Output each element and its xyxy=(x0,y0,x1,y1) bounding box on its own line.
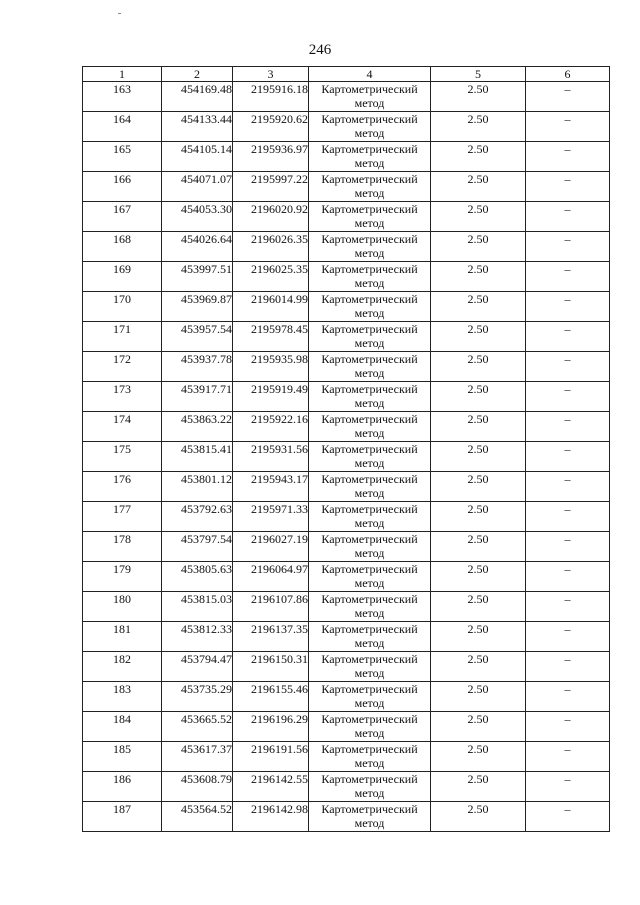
y-coordinate-cell: 2196014.99 xyxy=(233,292,309,322)
y-coordinate-cell: 2195922.16 xyxy=(233,412,309,442)
method-line-2: метод xyxy=(354,786,385,800)
error-cell: 2.50 xyxy=(431,352,526,382)
column-header-2: 2 xyxy=(162,67,233,82)
x-coordinate-cell: 454133.44 xyxy=(162,112,233,142)
y-coordinate-cell: 2196155.46 xyxy=(233,682,309,712)
method-line-1: Картометрический xyxy=(321,292,418,306)
table-row xyxy=(83,112,610,142)
table-row xyxy=(83,352,610,382)
note-cell: – xyxy=(526,802,610,832)
method-line-2: метод xyxy=(354,606,385,620)
point-number-cell: 164 xyxy=(83,112,162,142)
note-cell: – xyxy=(526,262,610,292)
table-row xyxy=(83,652,610,682)
method-line-1: Картометрический xyxy=(321,592,418,606)
note-cell: – xyxy=(526,682,610,712)
column-header-1: 1 xyxy=(83,67,162,82)
method-cell xyxy=(309,652,431,682)
method-line-2: метод xyxy=(354,516,385,530)
error-cell: 2.50 xyxy=(431,682,526,712)
x-coordinate-cell: 454053.30 xyxy=(162,202,233,232)
method-line-1: Картометрический xyxy=(321,352,418,366)
page-number: 246 xyxy=(308,42,332,58)
method-line-2: метод xyxy=(354,426,385,440)
point-number-cell: 178 xyxy=(83,532,162,562)
table-row xyxy=(83,382,610,412)
method-line-1: Картометрический xyxy=(321,172,418,186)
method-line-2: метод xyxy=(354,276,385,290)
table-row xyxy=(83,262,610,292)
error-cell: 2.50 xyxy=(431,622,526,652)
note-cell: – xyxy=(526,202,610,232)
error-cell: 2.50 xyxy=(431,442,526,472)
y-coordinate-cell: 2195935.98 xyxy=(233,352,309,382)
note-cell: – xyxy=(526,82,610,112)
note-cell: – xyxy=(526,562,610,592)
point-number-cell: 184 xyxy=(83,712,162,742)
point-number-cell: 182 xyxy=(83,652,162,682)
error-cell: 2.50 xyxy=(431,292,526,322)
y-coordinate-cell: 2195931.56 xyxy=(233,442,309,472)
note-cell: – xyxy=(526,652,610,682)
point-number-cell: 166 xyxy=(83,172,162,202)
x-coordinate-cell: 453617.37 xyxy=(162,742,233,772)
y-coordinate-cell: 2196064.97 xyxy=(233,562,309,592)
note-cell: – xyxy=(526,412,610,442)
x-coordinate-cell: 453815.41 xyxy=(162,442,233,472)
note-cell: – xyxy=(526,712,610,742)
x-coordinate-cell: 453815.03 xyxy=(162,592,233,622)
note-cell: – xyxy=(526,232,610,262)
point-number-cell: 186 xyxy=(83,772,162,802)
method-line-2: метод xyxy=(354,126,385,140)
y-coordinate-cell: 2195936.97 xyxy=(233,142,309,172)
table-row xyxy=(83,742,610,772)
error-cell: 2.50 xyxy=(431,322,526,352)
note-cell: – xyxy=(526,742,610,772)
error-cell: 2.50 xyxy=(431,172,526,202)
method-line-2: метод xyxy=(354,396,385,410)
method-line-1: Картометрический xyxy=(321,442,418,456)
method-line-1: Картометрический xyxy=(321,322,418,336)
method-cell xyxy=(309,232,431,262)
x-coordinate-cell: 454105.14 xyxy=(162,142,233,172)
point-number-cell: 171 xyxy=(83,322,162,352)
table-row xyxy=(83,802,610,832)
y-coordinate-cell: 2196196.29 xyxy=(233,712,309,742)
method-line-1: Картометрический xyxy=(321,382,418,396)
x-coordinate-cell: 454026.64 xyxy=(162,232,233,262)
error-cell: 2.50 xyxy=(431,472,526,502)
error-cell: 2.50 xyxy=(431,202,526,232)
method-line-2: метод xyxy=(354,486,385,500)
x-coordinate-cell: 453797.54 xyxy=(162,532,233,562)
point-number-cell: 187 xyxy=(83,802,162,832)
point-number-cell: 183 xyxy=(83,682,162,712)
method-line-1: Картометрический xyxy=(321,262,418,276)
method-line-1: Картометрический xyxy=(321,142,418,156)
method-line-2: метод xyxy=(354,666,385,680)
method-line-1: Картометрический xyxy=(321,412,418,426)
error-cell: 2.50 xyxy=(431,562,526,592)
error-cell: 2.50 xyxy=(431,142,526,172)
x-coordinate-cell: 453608.79 xyxy=(162,772,233,802)
column-header-6: 6 xyxy=(526,67,610,82)
coordinates-table xyxy=(82,66,610,832)
y-coordinate-cell: 2196107.86 xyxy=(233,592,309,622)
method-cell xyxy=(309,532,431,562)
y-coordinate-cell: 2195920.62 xyxy=(233,112,309,142)
table-row xyxy=(83,712,610,742)
method-cell xyxy=(309,352,431,382)
x-coordinate-cell: 453792.63 xyxy=(162,502,233,532)
point-number-cell: 174 xyxy=(83,412,162,442)
error-cell: 2.50 xyxy=(431,802,526,832)
x-coordinate-cell: 453997.51 xyxy=(162,262,233,292)
method-line-1: Картометрический xyxy=(321,232,418,246)
point-number-cell: 172 xyxy=(83,352,162,382)
error-cell: 2.50 xyxy=(431,112,526,142)
note-cell: – xyxy=(526,172,610,202)
method-line-2: метод xyxy=(354,726,385,740)
method-line-1: Картометрический xyxy=(321,682,418,696)
note-cell: – xyxy=(526,532,610,562)
method-cell xyxy=(309,562,431,592)
point-number-cell: 170 xyxy=(83,292,162,322)
error-cell: 2.50 xyxy=(431,652,526,682)
method-cell xyxy=(309,292,431,322)
method-cell xyxy=(309,82,431,112)
point-number-cell: 181 xyxy=(83,622,162,652)
table-row xyxy=(83,292,610,322)
method-cell xyxy=(309,412,431,442)
x-coordinate-cell: 453969.87 xyxy=(162,292,233,322)
scan-mark xyxy=(118,13,121,14)
error-cell: 2.50 xyxy=(431,412,526,442)
y-coordinate-cell: 2196020.92 xyxy=(233,202,309,232)
note-cell: – xyxy=(526,382,610,412)
table-row xyxy=(83,412,610,442)
method-cell xyxy=(309,322,431,352)
error-cell: 2.50 xyxy=(431,742,526,772)
point-number-cell: 176 xyxy=(83,472,162,502)
method-line-2: метод xyxy=(354,246,385,260)
method-line-1: Картометрический xyxy=(321,202,418,216)
note-cell: – xyxy=(526,622,610,652)
method-cell xyxy=(309,112,431,142)
table-row xyxy=(83,232,610,262)
method-line-1: Картометрический xyxy=(321,802,418,816)
method-line-1: Картометрический xyxy=(321,532,418,546)
table-row xyxy=(83,82,610,112)
method-line-1: Картометрический xyxy=(321,472,418,486)
method-cell xyxy=(309,622,431,652)
method-line-1: Картометрический xyxy=(321,742,418,756)
table-row xyxy=(83,202,610,232)
error-cell: 2.50 xyxy=(431,382,526,412)
x-coordinate-cell: 453937.78 xyxy=(162,352,233,382)
point-number-cell: 179 xyxy=(83,562,162,592)
y-coordinate-cell: 2196027.19 xyxy=(233,532,309,562)
column-header-4: 4 xyxy=(309,67,431,82)
point-number-cell: 177 xyxy=(83,502,162,532)
note-cell: – xyxy=(526,472,610,502)
x-coordinate-cell: 454071.07 xyxy=(162,172,233,202)
method-line-2: метод xyxy=(354,756,385,770)
point-number-cell: 185 xyxy=(83,742,162,772)
point-number-cell: 169 xyxy=(83,262,162,292)
table-row xyxy=(83,562,610,592)
method-line-1: Картометрический xyxy=(321,82,418,96)
x-coordinate-cell: 453957.54 xyxy=(162,322,233,352)
y-coordinate-cell: 2196137.35 xyxy=(233,622,309,652)
method-cell xyxy=(309,802,431,832)
y-coordinate-cell: 2196025.35 xyxy=(233,262,309,292)
method-line-2: метод xyxy=(354,816,385,830)
x-coordinate-cell: 453794.47 xyxy=(162,652,233,682)
column-header-5: 5 xyxy=(431,67,526,82)
method-line-1: Картометрический xyxy=(321,652,418,666)
table-row xyxy=(83,622,610,652)
x-coordinate-cell: 454169.48 xyxy=(162,82,233,112)
point-number-cell: 180 xyxy=(83,592,162,622)
table-row xyxy=(83,442,610,472)
table-row xyxy=(83,322,610,352)
method-cell xyxy=(309,772,431,802)
note-cell: – xyxy=(526,292,610,322)
table-row xyxy=(83,772,610,802)
y-coordinate-cell: 2196191.56 xyxy=(233,742,309,772)
method-cell xyxy=(309,712,431,742)
method-cell xyxy=(309,172,431,202)
error-cell: 2.50 xyxy=(431,82,526,112)
point-number-cell: 168 xyxy=(83,232,162,262)
method-cell xyxy=(309,592,431,622)
method-line-2: метод xyxy=(354,696,385,710)
method-line-1: Картометрический xyxy=(321,712,418,726)
method-line-2: метод xyxy=(354,546,385,560)
point-number-cell: 173 xyxy=(83,382,162,412)
y-coordinate-cell: 2196142.55 xyxy=(233,772,309,802)
method-cell xyxy=(309,262,431,292)
error-cell: 2.50 xyxy=(431,592,526,622)
method-line-2: метод xyxy=(354,366,385,380)
method-line-1: Картометрический xyxy=(321,772,418,786)
error-cell: 2.50 xyxy=(431,262,526,292)
y-coordinate-cell: 2195943.17 xyxy=(233,472,309,502)
note-cell: – xyxy=(526,142,610,172)
header-row xyxy=(83,67,610,82)
note-cell: – xyxy=(526,592,610,622)
method-cell xyxy=(309,472,431,502)
y-coordinate-cell: 2196026.35 xyxy=(233,232,309,262)
table-row xyxy=(83,592,610,622)
note-cell: – xyxy=(526,442,610,472)
note-cell: – xyxy=(526,112,610,142)
note-cell: – xyxy=(526,772,610,802)
x-coordinate-cell: 453917.71 xyxy=(162,382,233,412)
column-header-3: 3 xyxy=(233,67,309,82)
method-line-1: Картометрический xyxy=(321,622,418,636)
note-cell: – xyxy=(526,322,610,352)
method-cell xyxy=(309,742,431,772)
y-coordinate-cell: 2195916.18 xyxy=(233,82,309,112)
point-number-cell: 175 xyxy=(83,442,162,472)
error-cell: 2.50 xyxy=(431,232,526,262)
method-line-2: метод xyxy=(354,636,385,650)
method-line-2: метод xyxy=(354,96,385,110)
point-number-cell: 163 xyxy=(83,82,162,112)
error-cell: 2.50 xyxy=(431,712,526,742)
method-cell xyxy=(309,682,431,712)
y-coordinate-cell: 2196142.98 xyxy=(233,802,309,832)
y-coordinate-cell: 2195971.33 xyxy=(233,502,309,532)
x-coordinate-cell: 453805.63 xyxy=(162,562,233,592)
error-cell: 2.50 xyxy=(431,532,526,562)
method-cell xyxy=(309,142,431,172)
method-line-2: метод xyxy=(354,216,385,230)
x-coordinate-cell: 453812.33 xyxy=(162,622,233,652)
point-number-cell: 165 xyxy=(83,142,162,172)
method-cell xyxy=(309,442,431,472)
table-row xyxy=(83,532,610,562)
method-line-2: метод xyxy=(354,336,385,350)
method-cell xyxy=(309,202,431,232)
method-cell xyxy=(309,382,431,412)
method-line-2: метод xyxy=(354,306,385,320)
method-line-2: метод xyxy=(354,186,385,200)
method-line-2: метод xyxy=(354,576,385,590)
x-coordinate-cell: 453863.22 xyxy=(162,412,233,442)
method-line-1: Картометрический xyxy=(321,562,418,576)
error-cell: 2.50 xyxy=(431,502,526,532)
x-coordinate-cell: 453735.29 xyxy=(162,682,233,712)
note-cell: – xyxy=(526,352,610,382)
note-cell: – xyxy=(526,502,610,532)
method-line-2: метод xyxy=(354,156,385,170)
method-line-2: метод xyxy=(354,456,385,470)
table-row xyxy=(83,502,610,532)
method-line-1: Картометрический xyxy=(321,112,418,126)
y-coordinate-cell: 2195978.45 xyxy=(233,322,309,352)
method-line-1: Картометрический xyxy=(321,502,418,516)
table-row xyxy=(83,142,610,172)
table-row xyxy=(83,472,610,502)
table-row xyxy=(83,682,610,712)
method-cell xyxy=(309,502,431,532)
y-coordinate-cell: 2195919.49 xyxy=(233,382,309,412)
error-cell: 2.50 xyxy=(431,772,526,802)
y-coordinate-cell: 2195997.22 xyxy=(233,172,309,202)
x-coordinate-cell: 453564.52 xyxy=(162,802,233,832)
y-coordinate-cell: 2196150.31 xyxy=(233,652,309,682)
x-coordinate-cell: 453665.52 xyxy=(162,712,233,742)
point-number-cell: 167 xyxy=(83,202,162,232)
x-coordinate-cell: 453801.12 xyxy=(162,472,233,502)
table-row xyxy=(83,172,610,202)
